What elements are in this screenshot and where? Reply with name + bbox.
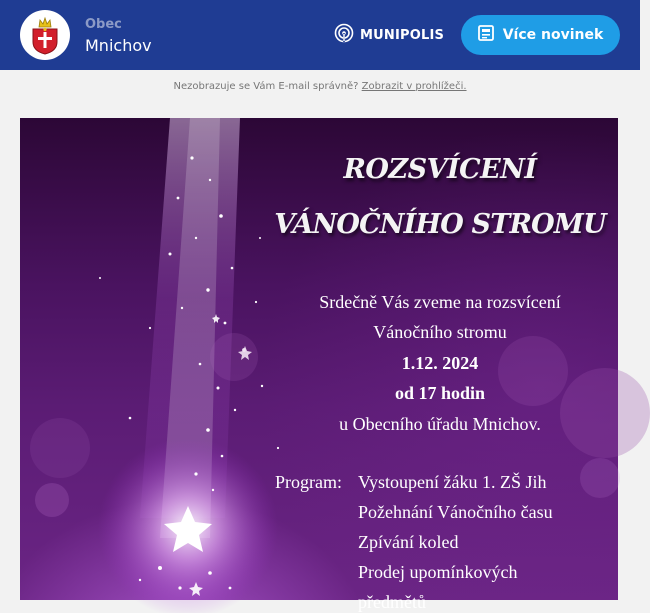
bokeh-light <box>30 418 90 478</box>
program-item: Vystoupení žáku 1. ZŠ Jih <box>358 472 547 492</box>
invitation-line1: Srdečně Vás zveme na rozsvícení <box>319 292 561 312</box>
view-in-browser-link[interactable]: Zobrazit v prohlížeči. <box>361 81 467 92</box>
more-news-button[interactable] <box>461 15 620 55</box>
news-icon <box>478 25 494 45</box>
program-item: předmětů <box>358 592 426 612</box>
organization-name: Mnichov <box>85 36 152 55</box>
municipality-crest-icon[interactable] <box>20 10 70 60</box>
invitation-line2: Vánočního stromu <box>373 322 507 342</box>
event-place: u Obecního úřadu Mnichov. <box>339 414 541 434</box>
display-notice-text: Nezobrazuje se Vám E-mail správně? <box>173 81 359 92</box>
more-news-label: Více novinek <box>502 27 604 43</box>
program-label: Program: <box>275 472 342 492</box>
event-date: 1.12. 2024 <box>401 353 479 373</box>
program-item: Prodej upomínkových <box>358 562 518 582</box>
program-item: Zpívání koled <box>358 532 459 552</box>
poster-title-line1: ROZSVÍCENÍ <box>343 154 537 185</box>
event-time: od 17 hodin <box>394 383 486 403</box>
brand-name: MUNIPOLIS <box>360 27 445 43</box>
broadcast-icon <box>334 23 354 47</box>
bokeh-light <box>35 483 69 517</box>
bokeh-light <box>210 333 258 381</box>
program-item: Požehnání Vánočního času <box>358 502 553 522</box>
display-notice <box>0 81 640 92</box>
poster-title-line2: VÁNOČNÍHO STROMU <box>274 209 606 240</box>
organization-type: Obec <box>85 17 122 32</box>
munipolis-logo[interactable] <box>334 24 444 46</box>
bokeh-light <box>580 458 620 498</box>
event-poster-image <box>20 118 618 612</box>
top-bar <box>0 0 640 70</box>
bokeh-light <box>560 368 650 458</box>
